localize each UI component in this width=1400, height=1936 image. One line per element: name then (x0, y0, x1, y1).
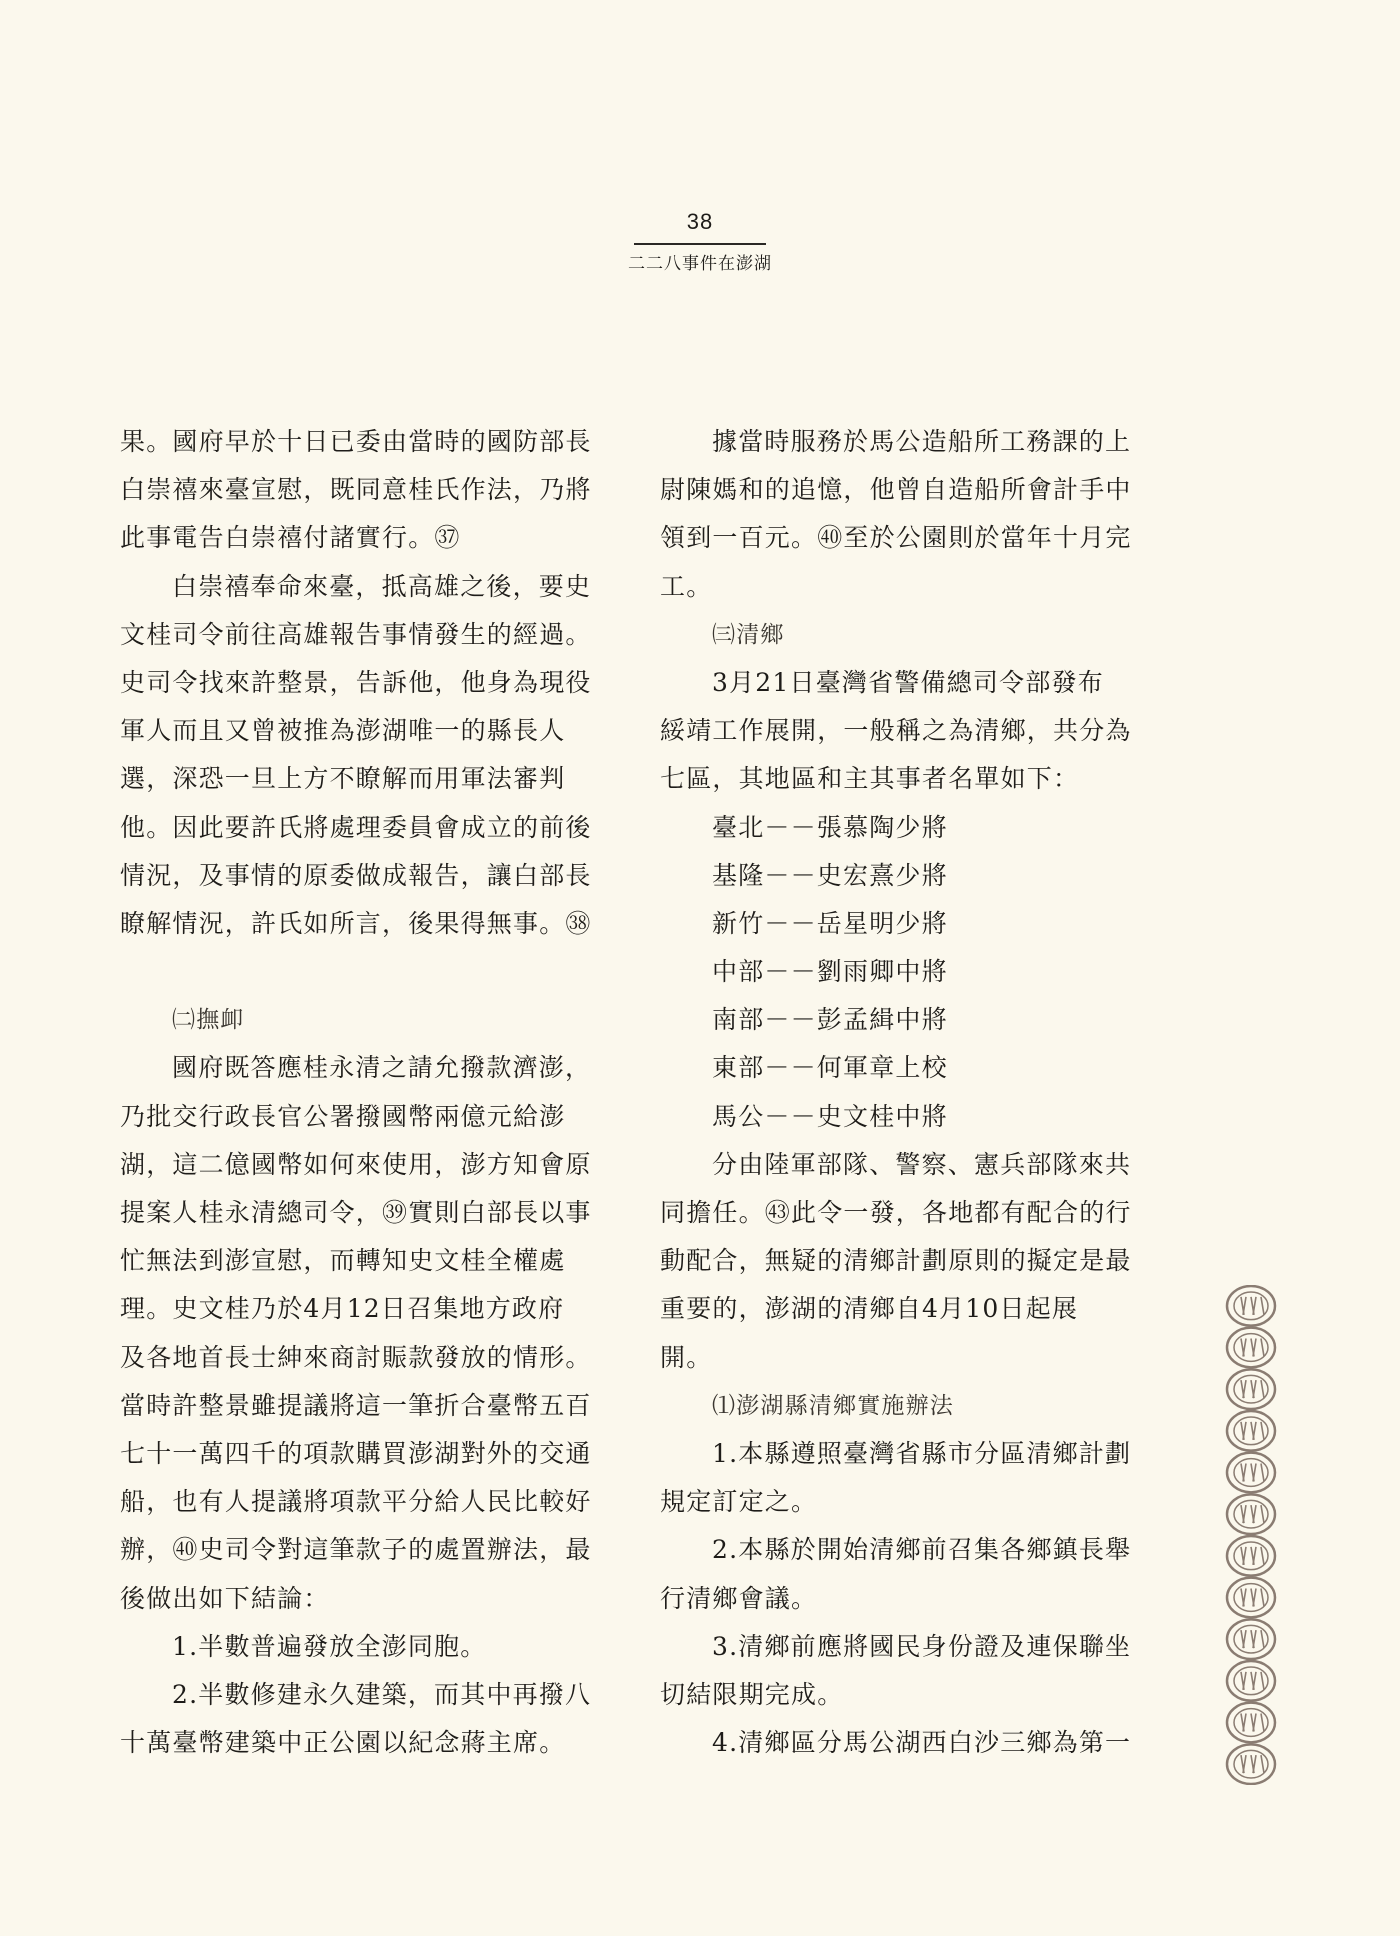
text-line: 1.半數普遍發放全澎同胞。 (172, 1631, 487, 1661)
text-line: 乃批交行政長官公署撥國幣兩億元給澎 (120, 1101, 566, 1131)
text-line: 東部－－何軍章上校 (712, 1053, 948, 1083)
section-heading: ㈡撫卹 (172, 1007, 245, 1034)
text-line: 中部－－劉雨卿中將 (712, 957, 948, 987)
seal-medallion (1227, 1494, 1275, 1534)
text-line: 史司令找來許整景，告訴他，他身為現役 (120, 667, 592, 697)
text-line: 湖，這二億國幣如何來使用，澎方知會原 (120, 1149, 592, 1179)
text-line: 七十一萬四千的項款購買澎湖對外的交通 (120, 1438, 592, 1468)
text-line: 忙無法到澎宣慰，而轉知史文桂全權處 (120, 1246, 566, 1276)
text-line: 工。 (660, 571, 713, 601)
text-line: 國府既答應桂永清之請允撥款濟澎， (172, 1053, 592, 1083)
text-line: 選，深恐一旦上方不瞭解而用軍法審判 (120, 764, 566, 794)
seal-medallion (1227, 1619, 1275, 1659)
paragraph-gap (120, 948, 580, 996)
text-line: 軍人而且又曾被推為澎湖唯一的縣長人 (120, 716, 566, 746)
text-line: 3.清鄉前應將國民身份證及連保聯坐 (712, 1631, 1132, 1661)
text-line: 白崇禧來臺宣慰，既同意桂氏作法，乃將 (120, 475, 592, 505)
seal-medallion (1227, 1744, 1275, 1784)
text-line: 他。因此要許氏將處理委員會成立的前後 (120, 812, 592, 842)
text-line: 切結限期完成。 (660, 1679, 844, 1709)
text-line: 據當時服務於馬公造船所工務課的上 (712, 427, 1132, 456)
text-line: 臺北－－張慕陶少將 (712, 812, 948, 842)
text-line: 領到一百元。㊵至於公園則於當年十月完 (660, 523, 1132, 553)
seal-medallion (1227, 1661, 1275, 1701)
seal-medallion (1227, 1411, 1275, 1451)
right-text-column (660, 418, 1132, 1767)
text-line: 尉陳媽和的追憶，他曾自造船所會計手中 (660, 475, 1132, 505)
seal-medallion (1227, 1328, 1275, 1368)
text-line: 綏靖工作展開，一般稱之為清鄉，共分為 (660, 716, 1132, 746)
text-line: 2.本縣於開始清鄉前召集各鄉鎮長舉 (712, 1535, 1132, 1565)
text-line: 果。國府早於十日已委由當時的國防部長 (120, 427, 592, 456)
text-line: 分由陸軍部隊、警察、憲兵部隊來共 (712, 1149, 1132, 1179)
text-line: 基隆－－史宏熹少將 (712, 860, 948, 890)
text-line: 行清鄉會議。 (660, 1583, 818, 1613)
text-line: 新竹－－岳星明少將 (712, 908, 948, 938)
seal-medallion (1227, 1536, 1275, 1576)
text-line: 3月21日臺灣省警備總司令部發布 (712, 667, 1104, 697)
text-line: 開。 (660, 1342, 713, 1372)
page-header (0, 208, 1400, 275)
section-heading: ㈢清鄉 (712, 621, 785, 648)
seal-medallion (1227, 1703, 1275, 1743)
text-line: 辦，㊵史司令對這筆款子的處置辦法，最 (120, 1535, 592, 1565)
seal-medallion (1227, 1286, 1275, 1326)
page-number: 38 (686, 209, 714, 234)
text-line: 提案人桂永清總司令，㊴實則白部長以事 (120, 1198, 592, 1227)
text-line: 1.本縣遵照臺灣省縣市分區清鄉計劃 (712, 1438, 1132, 1468)
text-line: 白崇禧奉命來臺，抵高雄之後，要史 (172, 571, 592, 601)
left-text-column (120, 418, 592, 1767)
text-line: 重要的，澎湖的清鄉自4月10日起展 (660, 1294, 1079, 1324)
text-line: 文桂司令前往高雄報告事情發生的經過。 (120, 619, 592, 649)
section-heading: ⑴澎湖縣清鄉實施辦法 (712, 1392, 954, 1419)
text-line: 情況，及事情的原委做成報告，讓白部長 (120, 860, 592, 890)
text-line: 同擔任。㊸此令一發，各地都有配合的行 (660, 1198, 1132, 1227)
header-rule (634, 243, 766, 245)
seal-chain-ornament-icon (1223, 1285, 1279, 1785)
text-line: 當時許整景雖提議將這一筆折合臺幣五百 (120, 1390, 592, 1420)
text-line: 4.清鄉區分馬公湖西白沙三鄉為第一 (712, 1728, 1132, 1758)
text-line: 規定訂定之。 (660, 1487, 818, 1517)
text-line: 動配合，無疑的清鄉計劃原則的擬定是最 (660, 1246, 1132, 1276)
running-title: 二二八事件在澎湖 (628, 253, 772, 274)
text-line: 南部－－彭孟緝中將 (712, 1005, 948, 1035)
seal-medallion (1227, 1369, 1275, 1409)
seal-medallion (1227, 1453, 1275, 1493)
text-line: 理。史文桂乃於4月12日召集地方政府 (120, 1294, 565, 1324)
text-line: 船，也有人提議將項款平分給人民比較好 (120, 1487, 592, 1517)
text-line: 此事電告白崇禧付諸實行。㊲ (120, 523, 461, 553)
text-line: 後做出如下結論： (120, 1583, 330, 1613)
seal-medallion (1227, 1578, 1275, 1618)
text-line: 七區，其地區和主其事者名單如下： (660, 764, 1080, 794)
text-line: 及各地首長士紳來商討賑款發放的情形。 (120, 1342, 592, 1372)
text-line: 馬公－－史文桂中將 (712, 1101, 948, 1131)
text-line: 瞭解情況，許氏如所言，後果得無事。㊳ (120, 908, 592, 938)
text-line: 2.半數修建永久建築，而其中再撥八 (172, 1679, 592, 1709)
text-line: 十萬臺幣建築中正公園以紀念蔣主席。 (120, 1728, 566, 1758)
